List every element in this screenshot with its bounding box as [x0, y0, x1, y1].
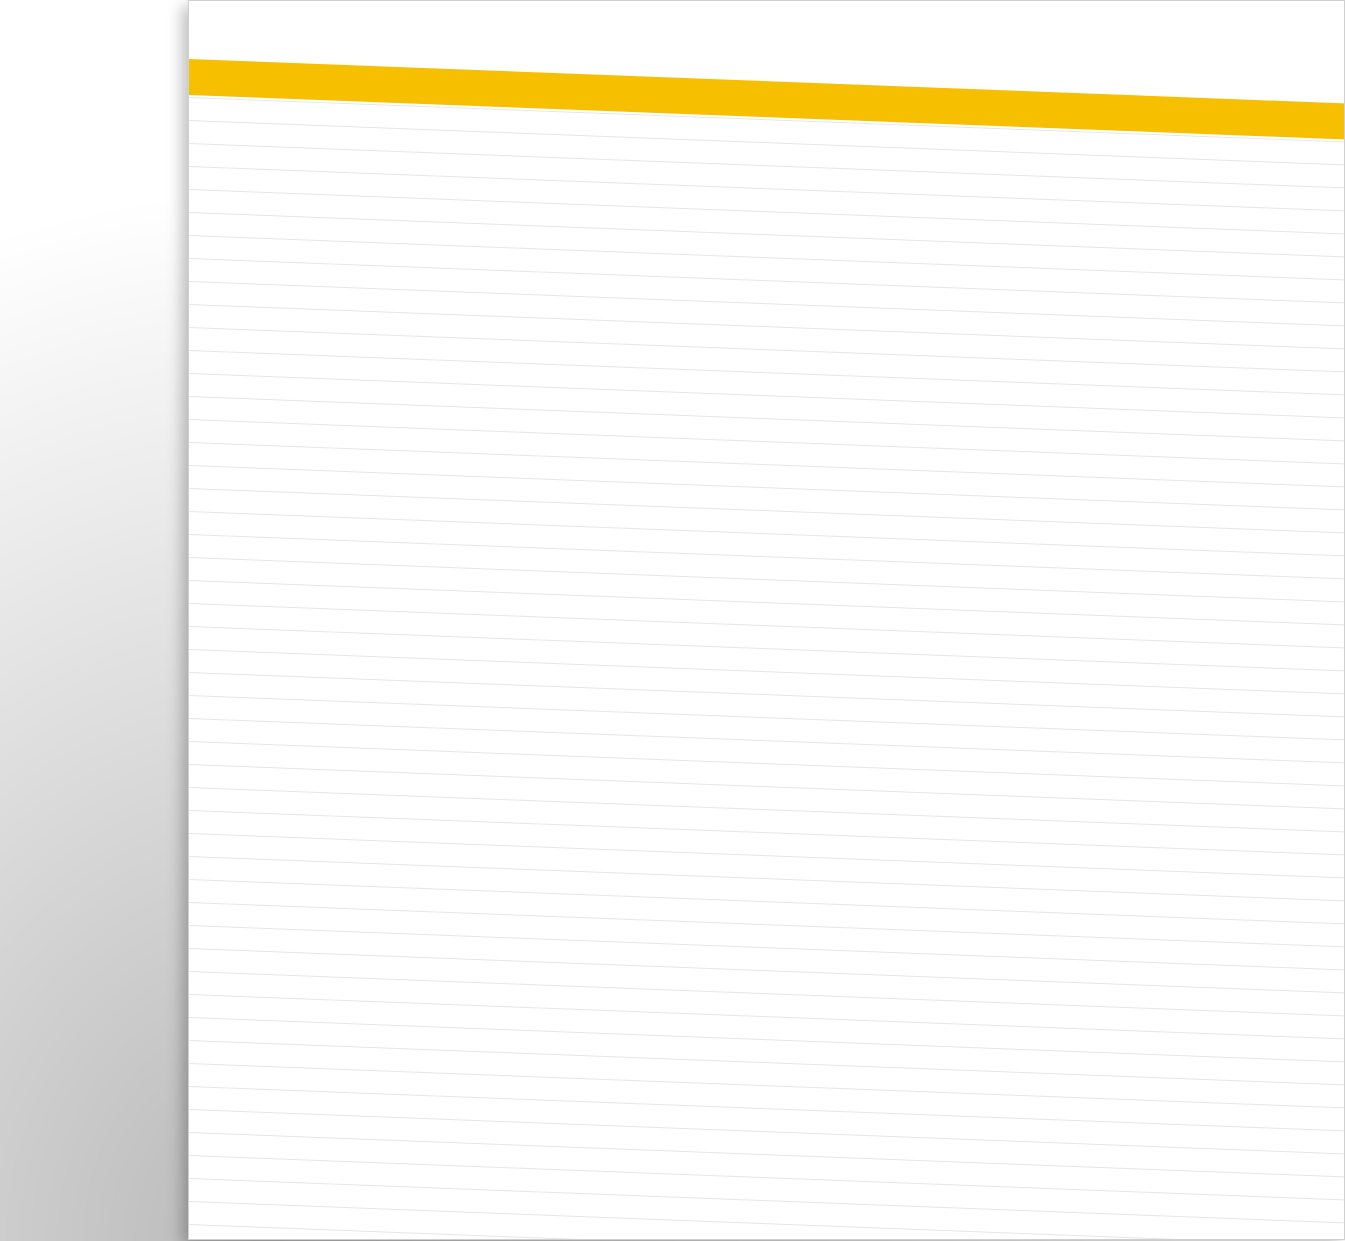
- cost-table: [189, 1, 1344, 45]
- input-section: [189, 1, 1344, 45]
- spreadsheet-sheet: [189, 1, 1344, 1240]
- spreadsheet-page: [188, 0, 1345, 1240]
- grid-background: [189, 97, 1344, 1240]
